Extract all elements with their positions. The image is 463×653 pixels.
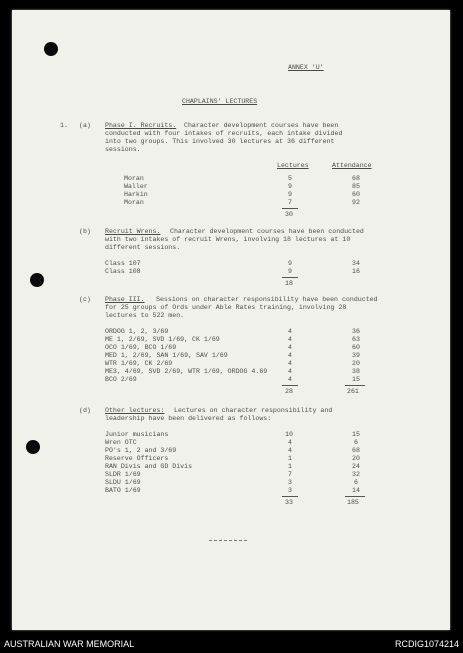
total-rule bbox=[282, 277, 298, 278]
punch-hole bbox=[30, 273, 44, 287]
section-label: (c) bbox=[79, 296, 91, 303]
row-attendance: 85 bbox=[352, 183, 360, 190]
footer-bar bbox=[0, 636, 463, 653]
row-attendance: 34 bbox=[352, 260, 360, 267]
total-lectures: 30 bbox=[285, 211, 293, 218]
total-lectures: 28 bbox=[285, 388, 293, 395]
row-name: Waller bbox=[124, 183, 148, 190]
row-lectures: 3 bbox=[288, 487, 292, 494]
section-text: for 25 groups of Ords under Able Rates training, involving 28 bbox=[105, 304, 347, 311]
total-rule bbox=[345, 496, 365, 497]
row-attendance: 39 bbox=[352, 352, 360, 359]
total-attendance: 185 bbox=[347, 499, 359, 506]
row-attendance: 38 bbox=[352, 368, 360, 375]
row-attendance: 63 bbox=[352, 336, 360, 343]
section-text: different sessions. bbox=[105, 244, 181, 251]
row-name: SLDR 1/69 bbox=[105, 471, 141, 478]
row-name: BCO 2/69 bbox=[105, 376, 137, 383]
row-attendance: 6 bbox=[354, 439, 358, 446]
row-lectures: 4 bbox=[288, 376, 292, 383]
row-attendance: 20 bbox=[352, 455, 360, 462]
attendance-header: Attendance bbox=[332, 162, 372, 169]
section-heading: Phase I. Recruits. bbox=[105, 122, 177, 129]
row-lectures: 4 bbox=[288, 447, 292, 454]
row-lectures: 4 bbox=[288, 344, 292, 351]
row-lectures: 4 bbox=[288, 352, 292, 359]
row-name: Reserve Officers bbox=[105, 455, 169, 462]
row-lectures: 9 bbox=[288, 268, 292, 275]
row-attendance: 68 bbox=[352, 447, 360, 454]
row-name: OCO 1/69, BCO 1/69 bbox=[105, 344, 177, 351]
section-text: leadership have been delivered as follows: bbox=[105, 415, 272, 422]
section-heading: Other lectures: bbox=[105, 407, 165, 414]
section-text: into two groups. This involved 30 lectures at 36 different bbox=[105, 138, 335, 145]
end-divider bbox=[209, 540, 247, 541]
total-rule bbox=[282, 208, 298, 209]
row-name: ME 1, 2/69, SVD 1/69, CK 1/69 bbox=[105, 336, 220, 343]
row-name: RAN Divis and GD Divis bbox=[105, 463, 193, 470]
row-attendance: 6 bbox=[354, 479, 358, 486]
row-name: Class 108 bbox=[105, 268, 141, 275]
row-lectures: 3 bbox=[288, 479, 292, 486]
row-lectures: 7 bbox=[288, 199, 292, 206]
row-name: MED 1, 2/69, SAN 1/69, SAV 1/69 bbox=[105, 352, 228, 359]
row-lectures: 9 bbox=[288, 260, 292, 267]
annex-label: ANNEX 'U' bbox=[288, 64, 324, 71]
total-rule bbox=[282, 385, 298, 386]
row-lectures: 10 bbox=[285, 431, 293, 438]
row-lectures: 5 bbox=[288, 175, 292, 182]
row-name: Wren OTC bbox=[105, 439, 137, 446]
row-attendance: 15 bbox=[352, 431, 360, 438]
row-name: ORDOG 1, 2, 3/69 bbox=[105, 328, 169, 335]
punch-hole bbox=[26, 440, 40, 454]
row-attendance: 15 bbox=[352, 376, 360, 383]
total-rule bbox=[345, 385, 365, 386]
total-lectures: 33 bbox=[285, 499, 293, 506]
row-attendance: 92 bbox=[352, 199, 360, 206]
punch-hole bbox=[44, 42, 58, 56]
row-attendance: 60 bbox=[352, 191, 360, 198]
total-attendance: 261 bbox=[347, 388, 359, 395]
row-name: Moran bbox=[124, 175, 144, 182]
row-attendance: 68 bbox=[352, 175, 360, 182]
row-attendance: 14 bbox=[352, 487, 360, 494]
section-text: Lectures on character responsibility and bbox=[174, 407, 333, 414]
item-number: 1. bbox=[60, 122, 68, 129]
section-heading: Recruit Wrens. bbox=[105, 228, 161, 235]
row-name: ME3, 4/69, SVD 2/69, WTR 1/69, ORDOG 4.69 bbox=[105, 368, 268, 375]
lectures-header: Lectures bbox=[277, 162, 309, 169]
section-text: conducted with four intakes of recruits, each intake divided bbox=[105, 130, 343, 137]
footer-source: AUSTRALIAN WAR MEMORIAL bbox=[4, 639, 135, 649]
section-text: sessions. bbox=[105, 146, 141, 153]
page-title: CHAPLAINS' LECTURES bbox=[182, 98, 258, 105]
row-attendance: 20 bbox=[352, 360, 360, 367]
row-name: Harkin bbox=[124, 191, 148, 198]
section-heading: Phase III. bbox=[105, 296, 145, 303]
section-label: (a) bbox=[79, 122, 91, 129]
section-text: Sessions on character responsibility have been conducted bbox=[156, 296, 378, 303]
row-lectures: 4 bbox=[288, 336, 292, 343]
row-name: Class 107 bbox=[105, 260, 141, 267]
row-lectures: 4 bbox=[288, 360, 292, 367]
row-name: BATO 1/69 bbox=[105, 487, 141, 494]
section-text: with two intakes of recruit Wrens, involving 18 lectures at 10 bbox=[105, 236, 351, 243]
row-attendance: 16 bbox=[352, 268, 360, 275]
row-name: Moran bbox=[124, 199, 144, 206]
row-lectures: 9 bbox=[288, 183, 292, 190]
document-page bbox=[12, 10, 450, 630]
row-attendance: 32 bbox=[352, 471, 360, 478]
row-lectures: 4 bbox=[288, 439, 292, 446]
total-lectures: 18 bbox=[285, 280, 293, 287]
row-lectures: 1 bbox=[288, 463, 292, 470]
section-label: (b) bbox=[79, 228, 91, 235]
row-attendance: 36 bbox=[352, 328, 360, 335]
total-rule bbox=[282, 496, 298, 497]
row-name: Junior musicians bbox=[105, 431, 169, 438]
row-lectures: 9 bbox=[288, 191, 292, 198]
section-text: Character development courses have been conducted bbox=[170, 228, 364, 235]
row-attendance: 24 bbox=[352, 463, 360, 470]
row-lectures: 1 bbox=[288, 455, 292, 462]
row-name: SLDU 1/69 bbox=[105, 479, 141, 486]
footer-id: RCDIG1074214 bbox=[394, 639, 459, 649]
row-name: PO's 1, 2 and 3/69 bbox=[105, 447, 177, 454]
row-lectures: 4 bbox=[288, 368, 292, 375]
section-text: Character development courses have been bbox=[184, 122, 339, 129]
row-attendance: 60 bbox=[352, 344, 360, 351]
row-name: WTR 1/69, CK 2/69 bbox=[105, 360, 173, 367]
section-label: (d) bbox=[79, 407, 91, 414]
row-lectures: 7 bbox=[288, 471, 292, 478]
row-lectures: 4 bbox=[288, 328, 292, 335]
section-text: lectures to 522 men. bbox=[105, 312, 185, 319]
